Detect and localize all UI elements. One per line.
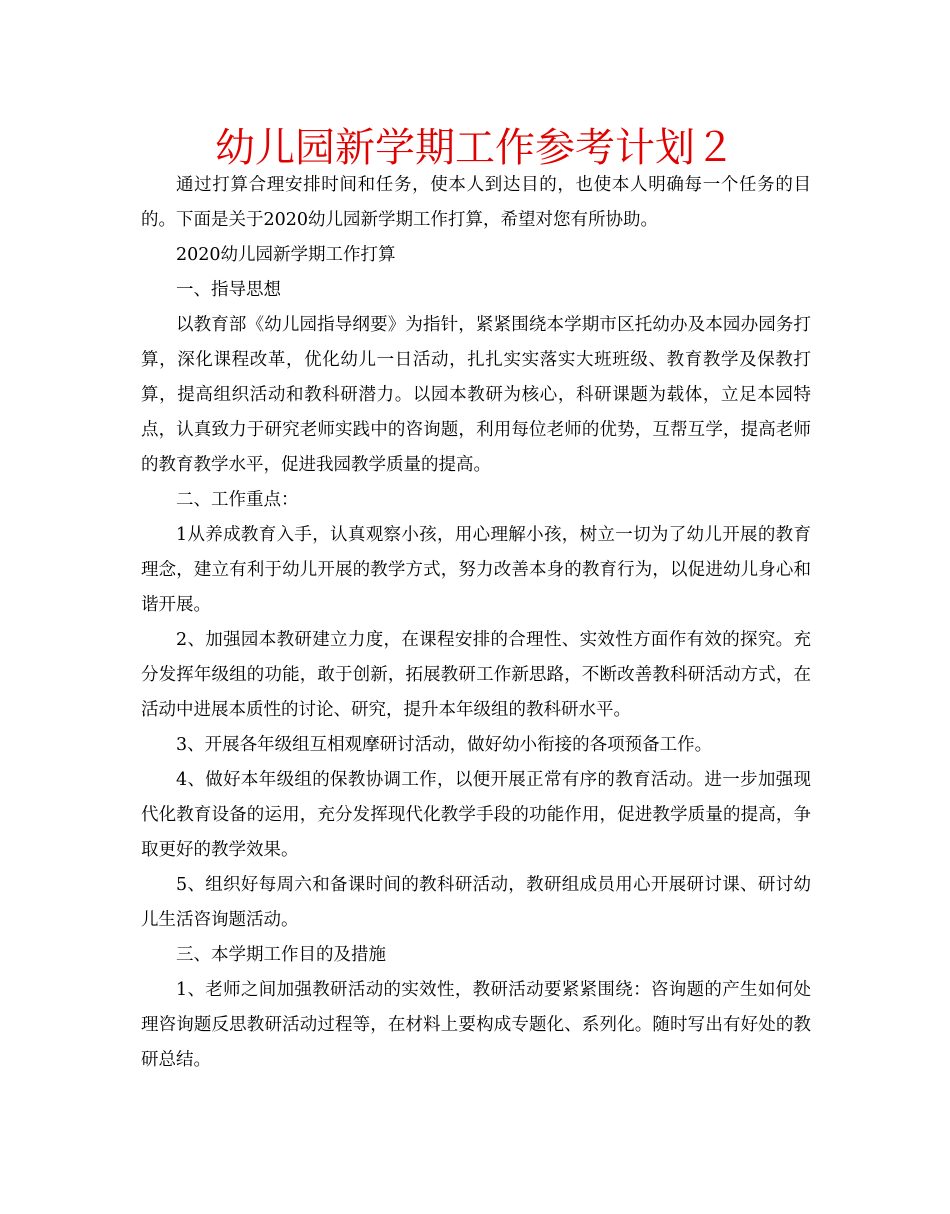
paragraph: 1从养成教育入手，认真观察小孩，用心理解小孩，树立一切为了幼儿开展的教育理念，建立有利于幼儿开展的教学方式，努力改善本身的教育行为，以促进幼儿身心和谐开展。 [141, 525, 811, 615]
paragraph: 以教育部《幼儿园指导纲要》为指针，紧紧围绕本学期市区托幼办及本园办园务打算，深化课程改革，优化幼儿一日活动，扎扎实实落实大班班级、教育教学及保教打算，提高组织活动和教科研潜力。以园本教研为核心，科研课题为载体，立足本园特点，认真致力于研究老师实践中的咨询题，利用每位老师的优势，互帮互学，提高老师的教育教学水平，促进我园教学质量的提高。 [141, 315, 811, 475]
paragraph: 3、开展各年级组互相观摩研讨活动，做好幼小衔接的各项预备工作。 [176, 735, 713, 755]
paragraph: 通过打算合理安排时间和任务，使本人到达目的，也使本人明确每一个任务的目的。下面是关于2020幼儿园新学期工作打算，希望对您有所协助。 [141, 175, 811, 230]
section-heading: 2020幼儿园新学期工作打算 [176, 245, 396, 265]
document-body [141, 168, 811, 1078]
section-heading: 二、工作重点： [176, 490, 299, 510]
paragraph: 2、加强园本教研建立力度，在课程安排的合理性、实效性方面作有效的探究。充分发挥年级组的功能，敢于创新，拓展教研工作新思路，不断改善教科研活动方式，在活动中进展本质性的讨论、研究，提升本年级组的教科研水平。 [141, 630, 811, 720]
document-title: 幼儿园新学期工作参考计划２ [215, 125, 735, 171]
paragraph: 4、做好本年级组的保教协调工作，以便开展正常有序的教育活动。进一步加强现代化教育设备的运用，充分发挥现代化教学手段的功能作用，促进教学质量的提高，争取更好的教学效果。 [141, 770, 811, 860]
section-heading: 三、本学期工作目的及措施 [176, 945, 386, 965]
paragraph: 1、老师之间加强教研活动的实效性，教研活动要紧紧围绕：咨询题的产生如何处理咨询题反思教研活动过程等，在材料上要构成专题化、系列化。随时写出有好处的教研总结。 [141, 980, 811, 1070]
paragraph: 5、组织好每周六和备课时间的教科研活动，教研组成员用心开展研讨课、研讨幼儿生活咨询题活动。 [141, 875, 811, 930]
section-heading: 一、指导思想 [176, 280, 281, 300]
